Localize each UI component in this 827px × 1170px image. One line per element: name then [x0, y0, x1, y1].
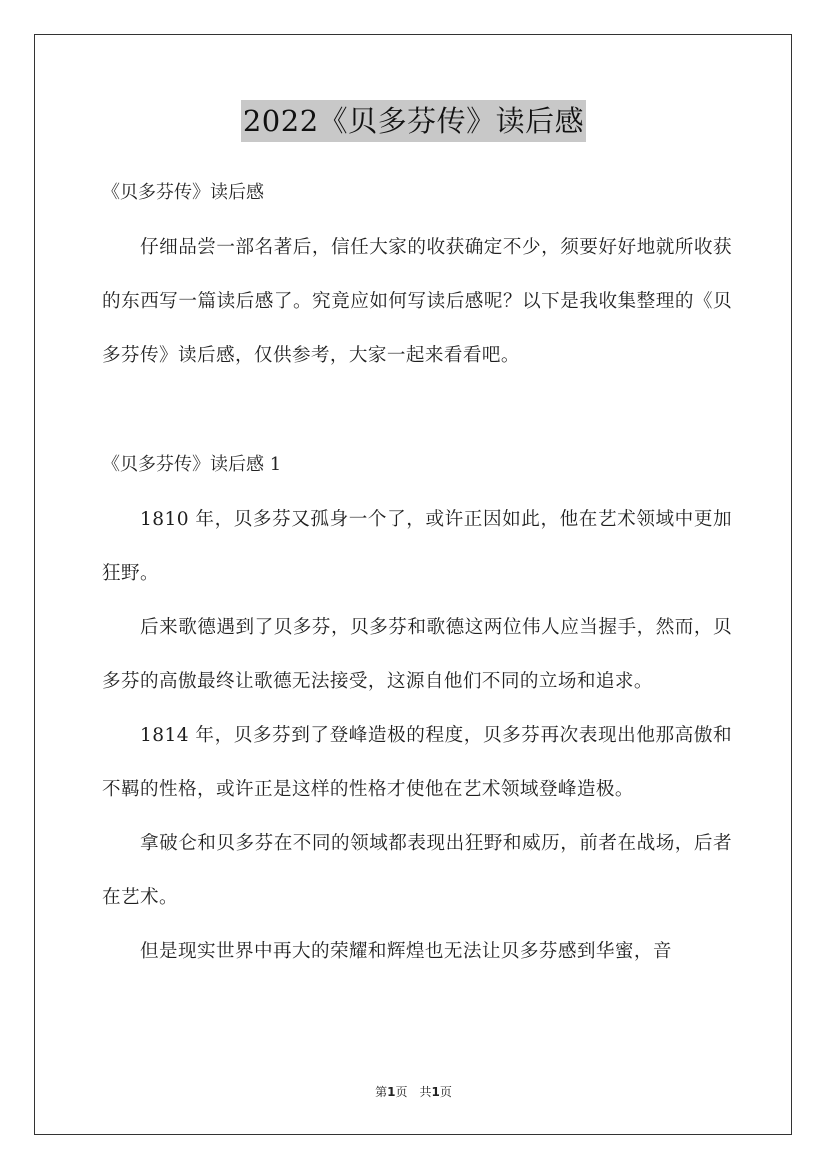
title-container — [0, 100, 827, 142]
intro-heading: 《贝多芬传》读后感 — [102, 182, 264, 203]
section-heading: 《贝多芬传》读后感 1 — [102, 454, 282, 475]
footer-page-current: 1 — [387, 1085, 396, 1099]
body-paragraph: 1810 年，贝多芬又孤身一个了，或许正因如此，他在艺术领域中更加狂野。 — [102, 509, 732, 584]
intro-paragraph: 仔细品尝一部名著后，信任大家的收获确定不少，须要好好地就所收获的东西写一篇读后感了。究竟应如何写读后感呢？以下是我收集整理的《贝多芬传》读后感，仅供参考，大家一起来看看吧。 — [102, 237, 732, 366]
footer-prefix: 第 — [375, 1085, 388, 1099]
body-paragraph: 后来歌德遇到了贝多芬，贝多芬和歌德这两位伟人应当握手，然而，贝多芬的高傲最终让歌德无法接受，这源自他们不同的立场和追求。 — [102, 617, 732, 692]
body-paragraph: 拿破仑和贝多芬在不同的领域都表现出狂野和威历，前者在战场，后者在艺术。 — [102, 833, 732, 908]
intro-block — [102, 221, 732, 383]
document-title: 2022《贝多芬传》读后感 — [241, 100, 586, 142]
footer-suffix: 页 — [439, 1085, 452, 1099]
body-paragraph: 但是现实世界中再大的荣耀和辉煌也无法让贝多芬感到华蜜，音 — [140, 941, 672, 962]
footer-mid: 页 共 — [395, 1085, 432, 1099]
footer-page-total: 1 — [431, 1085, 440, 1099]
body-text — [102, 493, 732, 979]
body-paragraph: 1814 年，贝多芬到了登峰造极的程度，贝多芬再次表现出他那高傲和不羁的性格，或许正是这样的性格才使他在艺术领域登峰造极。 — [102, 725, 732, 800]
page-footer — [0, 1083, 827, 1100]
